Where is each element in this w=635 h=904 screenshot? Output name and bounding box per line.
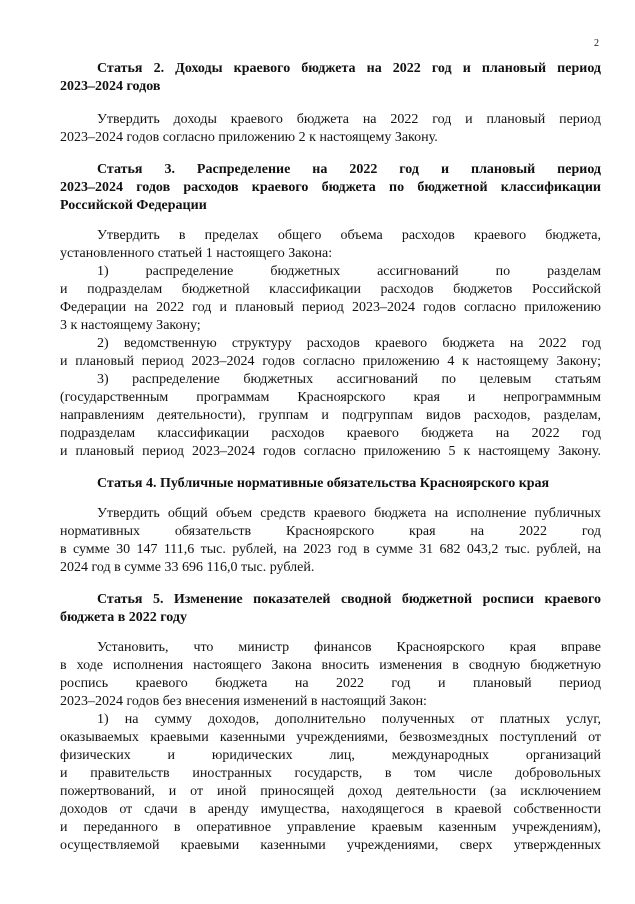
article-5-body-line-9: пожертвований, и от иной приносящей доход деятельности (за исключением: [60, 784, 601, 799]
article-3-heading-line-3: Российской Федерации: [60, 198, 207, 213]
article-5-body-line-6: оказываемых краевыми казенными учреждениями, безвозмездных поступлений от: [60, 730, 601, 745]
article-3-body-line-8: и плановый период 2023–2024 годов согласно приложению 4 к настоящему Закону;: [60, 354, 601, 369]
article-3-body-line-11: направлениям деятельности), группам и подгруппам видов расходов, разделам,: [60, 408, 601, 423]
article-5-body-line-11: и переданного в оперативное управление краевым казенным учреждениям),: [60, 820, 601, 835]
article-3-heading-line-1: Статья 3. Распределение на 2022 год и плановый период: [97, 162, 601, 177]
article-5-body-line-1: Установить, что министр финансов Красноярского края вправе: [97, 640, 601, 655]
article-5-body-line-3: роспись краевого бюджета на 2022 год и плановый период: [60, 676, 601, 691]
article-5-body-line-7: физических и юридических лиц, международных организаций: [60, 748, 601, 763]
article-5-heading-line-2: бюджета в 2022 году: [60, 610, 187, 625]
article-5-body-line-8: и правительств иностранных государств, в том числе добровольных: [60, 766, 601, 781]
article-3-body-line-7: 2) ведомственную структуру расходов краевого бюджета на 2022 год: [97, 336, 601, 351]
article-5-body-line-4: 2023–2024 годов без внесения изменений в настоящий Закон:: [60, 694, 427, 709]
article-5-body-line-2: в ходе исполнения настоящего Закона вносить изменения в сводную бюджетную: [60, 658, 601, 673]
article-4-body-line-3: в сумме 30 147 111,6 тыс. рублей, на 2023 год в сумме 31 682 043,2 тыс. рублей, на: [60, 542, 601, 557]
article-5-body-line-10: доходов от сдачи в аренду имущества, находящегося в краевой собственности: [60, 802, 601, 817]
article-3-body-line-2: установленного статьей 1 настоящего Закона:: [60, 246, 333, 261]
article-3-body-line-1: Утвердить в пределах общего объема расходов краевого бюджета,: [97, 228, 601, 243]
article-5-body-line-5: 1) на сумму доходов, дополнительно полученных от платных услуг,: [97, 712, 601, 727]
article-3-body-line-13: и плановый период 2023–2024 годов согласно приложению 5 к настоящему Закону.: [60, 444, 601, 459]
article-2-heading-line-2: 2023–2024 годов: [60, 79, 161, 94]
article-4-heading: Статья 4. Публичные нормативные обязательства Красноярского края: [97, 476, 550, 491]
article-3-body-line-9: 3) распределение бюджетных ассигнований по целевым статьям: [97, 372, 601, 387]
article-3-body-line-3: 1) распределение бюджетных ассигнований по разделам: [97, 264, 601, 279]
article-4-body-line-4: 2024 год в сумме 33 696 116,0 тыс. рублей.: [60, 560, 315, 575]
article-2-heading-line-1: Статья 2. Доходы краевого бюджета на 2022 год и плановый период: [97, 61, 601, 76]
article-3-body-line-4: и подразделам бюджетной классификации расходов бюджетов Российской: [60, 282, 601, 297]
article-3-heading-line-2: 2023–2024 годов расходов краевого бюджета по бюджетной классификации: [60, 180, 601, 195]
article-3-body-line-5: Федерации на 2022 год и плановый период 2023–2024 годов согласно приложению: [60, 300, 601, 315]
article-4-body-line-1: Утвердить общий объем средств краевого бюджета на исполнение публичных: [97, 506, 601, 521]
article-5-body-line-12: осуществляемой краевыми казенными учреждениями, сверх утвержденных: [60, 838, 601, 853]
article-3-body-line-6: 3 к настоящему Закону;: [60, 318, 201, 333]
article-3-body-line-10: (государственным программам Красноярского края и непрограммным: [60, 390, 601, 405]
article-2-body-line-2: 2023–2024 годов согласно приложению 2 к настоящему Закону.: [60, 130, 438, 145]
article-3-body-line-12: подразделам классификации расходов краевого бюджета на 2022 год: [60, 426, 601, 441]
article-5-heading-line-1: Статья 5. Изменение показателей сводной бюджетной росписи краевого: [97, 592, 601, 607]
article-2-body-line-1: Утвердить доходы краевого бюджета на 2022 год и плановый период: [97, 112, 601, 127]
page-number: 2: [594, 38, 599, 49]
article-4-body-line-2: нормативных обязательств Красноярского края на 2022 год: [60, 524, 601, 539]
